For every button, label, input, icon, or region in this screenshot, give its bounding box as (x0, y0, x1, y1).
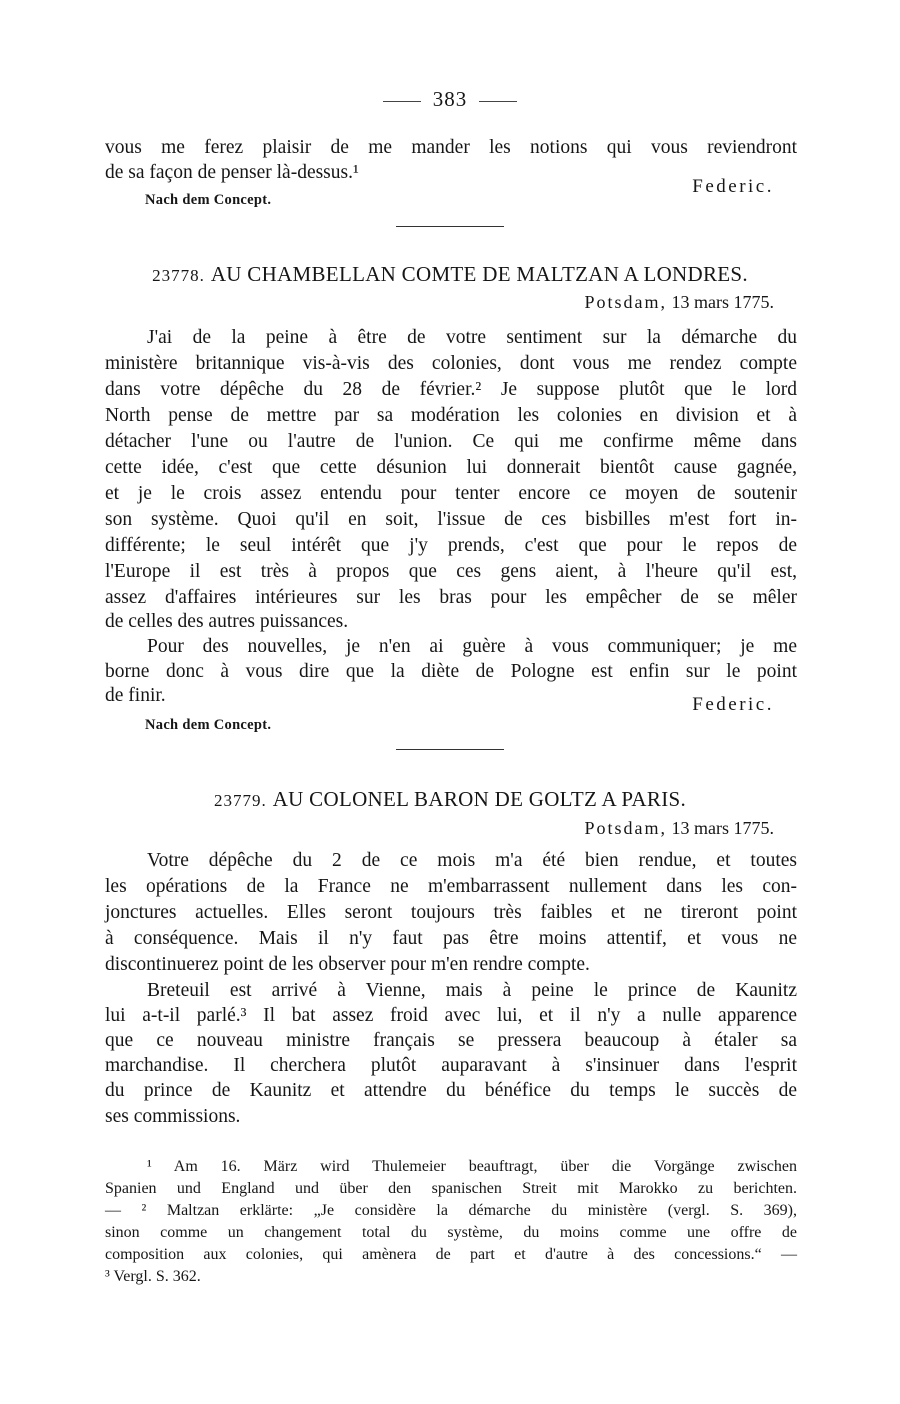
text-line: marchandise. Il cherchera plutôt auparavant à s'insinuer dans l'esprit (105, 1055, 797, 1076)
text-line: Breteuil est arrivé à Vienne, mais à peine le prince de Kaunitz (147, 980, 797, 1001)
text-line: borne donc à vous dire que la diète de Pologne est enfin sur le point (105, 661, 797, 682)
text-line: discontinuerez point de les observer pour m'en rendre compte. (105, 954, 590, 975)
text-line: l'Europe il est très à propos que ces gens aient, à l'heure qu'il est, (105, 561, 797, 582)
letter-number: 23778. (152, 266, 205, 285)
text-line: lui a-t-il parlé.³ Il bat assez froid avec lui, et il n'y a nulle apparence (105, 1005, 797, 1026)
section-divider (396, 226, 504, 227)
text-line: jonctures actuelles. Elles seront toujours très faibles et ne tireront point (105, 902, 797, 923)
letter-title: AU CHAMBELLAN COMTE DE MALTZAN A LONDRES. (210, 262, 748, 286)
text-line: détacher l'une ou l'autre de l'union. Ce qui me confirme même dans (105, 431, 797, 452)
text-line: les opérations de la France ne m'embarrassent nullement dans les con- (105, 876, 797, 897)
page-number-dash-right (479, 101, 517, 102)
footnote-line: ¹ Am 16. März wird Thulemeier beauftragt, über die Vorgänge zwischen (147, 1158, 797, 1175)
footnote-line: sinon comme un changement total du système, du moins comme une offre de (105, 1224, 797, 1241)
text-line: assez d'affaires intérieures sur les bras pour les empêcher de se mêler (105, 587, 797, 608)
letter-title: AU COLONEL BARON DE GOLTZ A PARIS. (272, 787, 687, 811)
letter-heading (0, 785, 900, 815)
source-note: Nach dem Concept. (145, 192, 272, 208)
footnote-line: — ² Maltzan erklärte: „Je considère la démarche du ministère (vergl. S. 369), (105, 1202, 797, 1219)
text-line: à conséquence. Mais il n'y faut pas être moins attentif, et vous ne (105, 928, 797, 949)
signature: Federic. (692, 694, 774, 715)
dateline-date: 13 mars 1775. (671, 292, 774, 312)
footnote-line: Spanien und England und über den spanischen Streit mit Marokko zu berichten. (105, 1180, 797, 1197)
section-divider (396, 749, 504, 750)
text-line: du prince de Kaunitz et attendre du bénéfice du temps le succès de (105, 1080, 797, 1101)
footnote-line: composition aux colonies, qui amènera de part et d'autre à des concessions.“ — (105, 1246, 797, 1263)
text-line: Votre dépêche du 2 de ce mois m'a été bien rendue, et toutes (147, 850, 797, 871)
page-number-value: 383 (432, 87, 468, 111)
text-line: North pense de mettre par sa modération les colonies en division et à (105, 405, 797, 426)
text-line: et je le crois assez entendu pour tenter encore ce moyen de soutenir (105, 483, 797, 504)
text-line: différente; le seul intérêt que j'y prends, c'est que pour le repos de (105, 535, 797, 556)
source-note: Nach dem Concept. (145, 717, 272, 733)
text-line: de celles des autres puissances. (105, 611, 349, 632)
signature: Federic. (692, 176, 774, 197)
text-line: de sa façon de penser là-dessus.¹ (105, 162, 359, 183)
text-line: vous me ferez plaisir de me mander les notions qui vous reviendront (105, 137, 797, 158)
text-line: son système. Quoi qu'il en soit, l'issue de ces bisbilles m'est fort in- (105, 509, 797, 530)
text-line: dans votre dépêche du 28 de février.² Je suppose plutôt que le lord (105, 379, 797, 400)
text-line: J'ai de la peine à être de votre sentiment sur la démarche du (147, 327, 797, 348)
text-line: Pour des nouvelles, je n'en ai guère à vous communiquer; je me (147, 636, 797, 657)
dateline-place: Potsdam, (584, 292, 667, 312)
text-line: que ce nouveau ministre français se pressera beaucoup à étaler sa (105, 1030, 797, 1051)
dateline (584, 290, 774, 314)
letter-heading (0, 260, 900, 290)
text-line: de finir. (105, 685, 166, 706)
letter-number: 23779. (213, 791, 267, 810)
page-number (0, 87, 900, 112)
footnote-line: ³ Vergl. S. 362. (105, 1268, 201, 1285)
dateline-date: 13 mars 1775. (671, 818, 774, 838)
text-line: ses commissions. (105, 1106, 241, 1127)
dateline (584, 816, 774, 840)
dateline-place: Potsdam, (584, 818, 667, 838)
text-line: ministère britannique vis-à-vis des colonies, dont vous me rendez compte (105, 353, 797, 374)
text-line: cette idée, c'est que cette désunion lui donnerait bientôt cause gagnée, (105, 457, 797, 478)
page-number-dash-left (383, 101, 421, 102)
